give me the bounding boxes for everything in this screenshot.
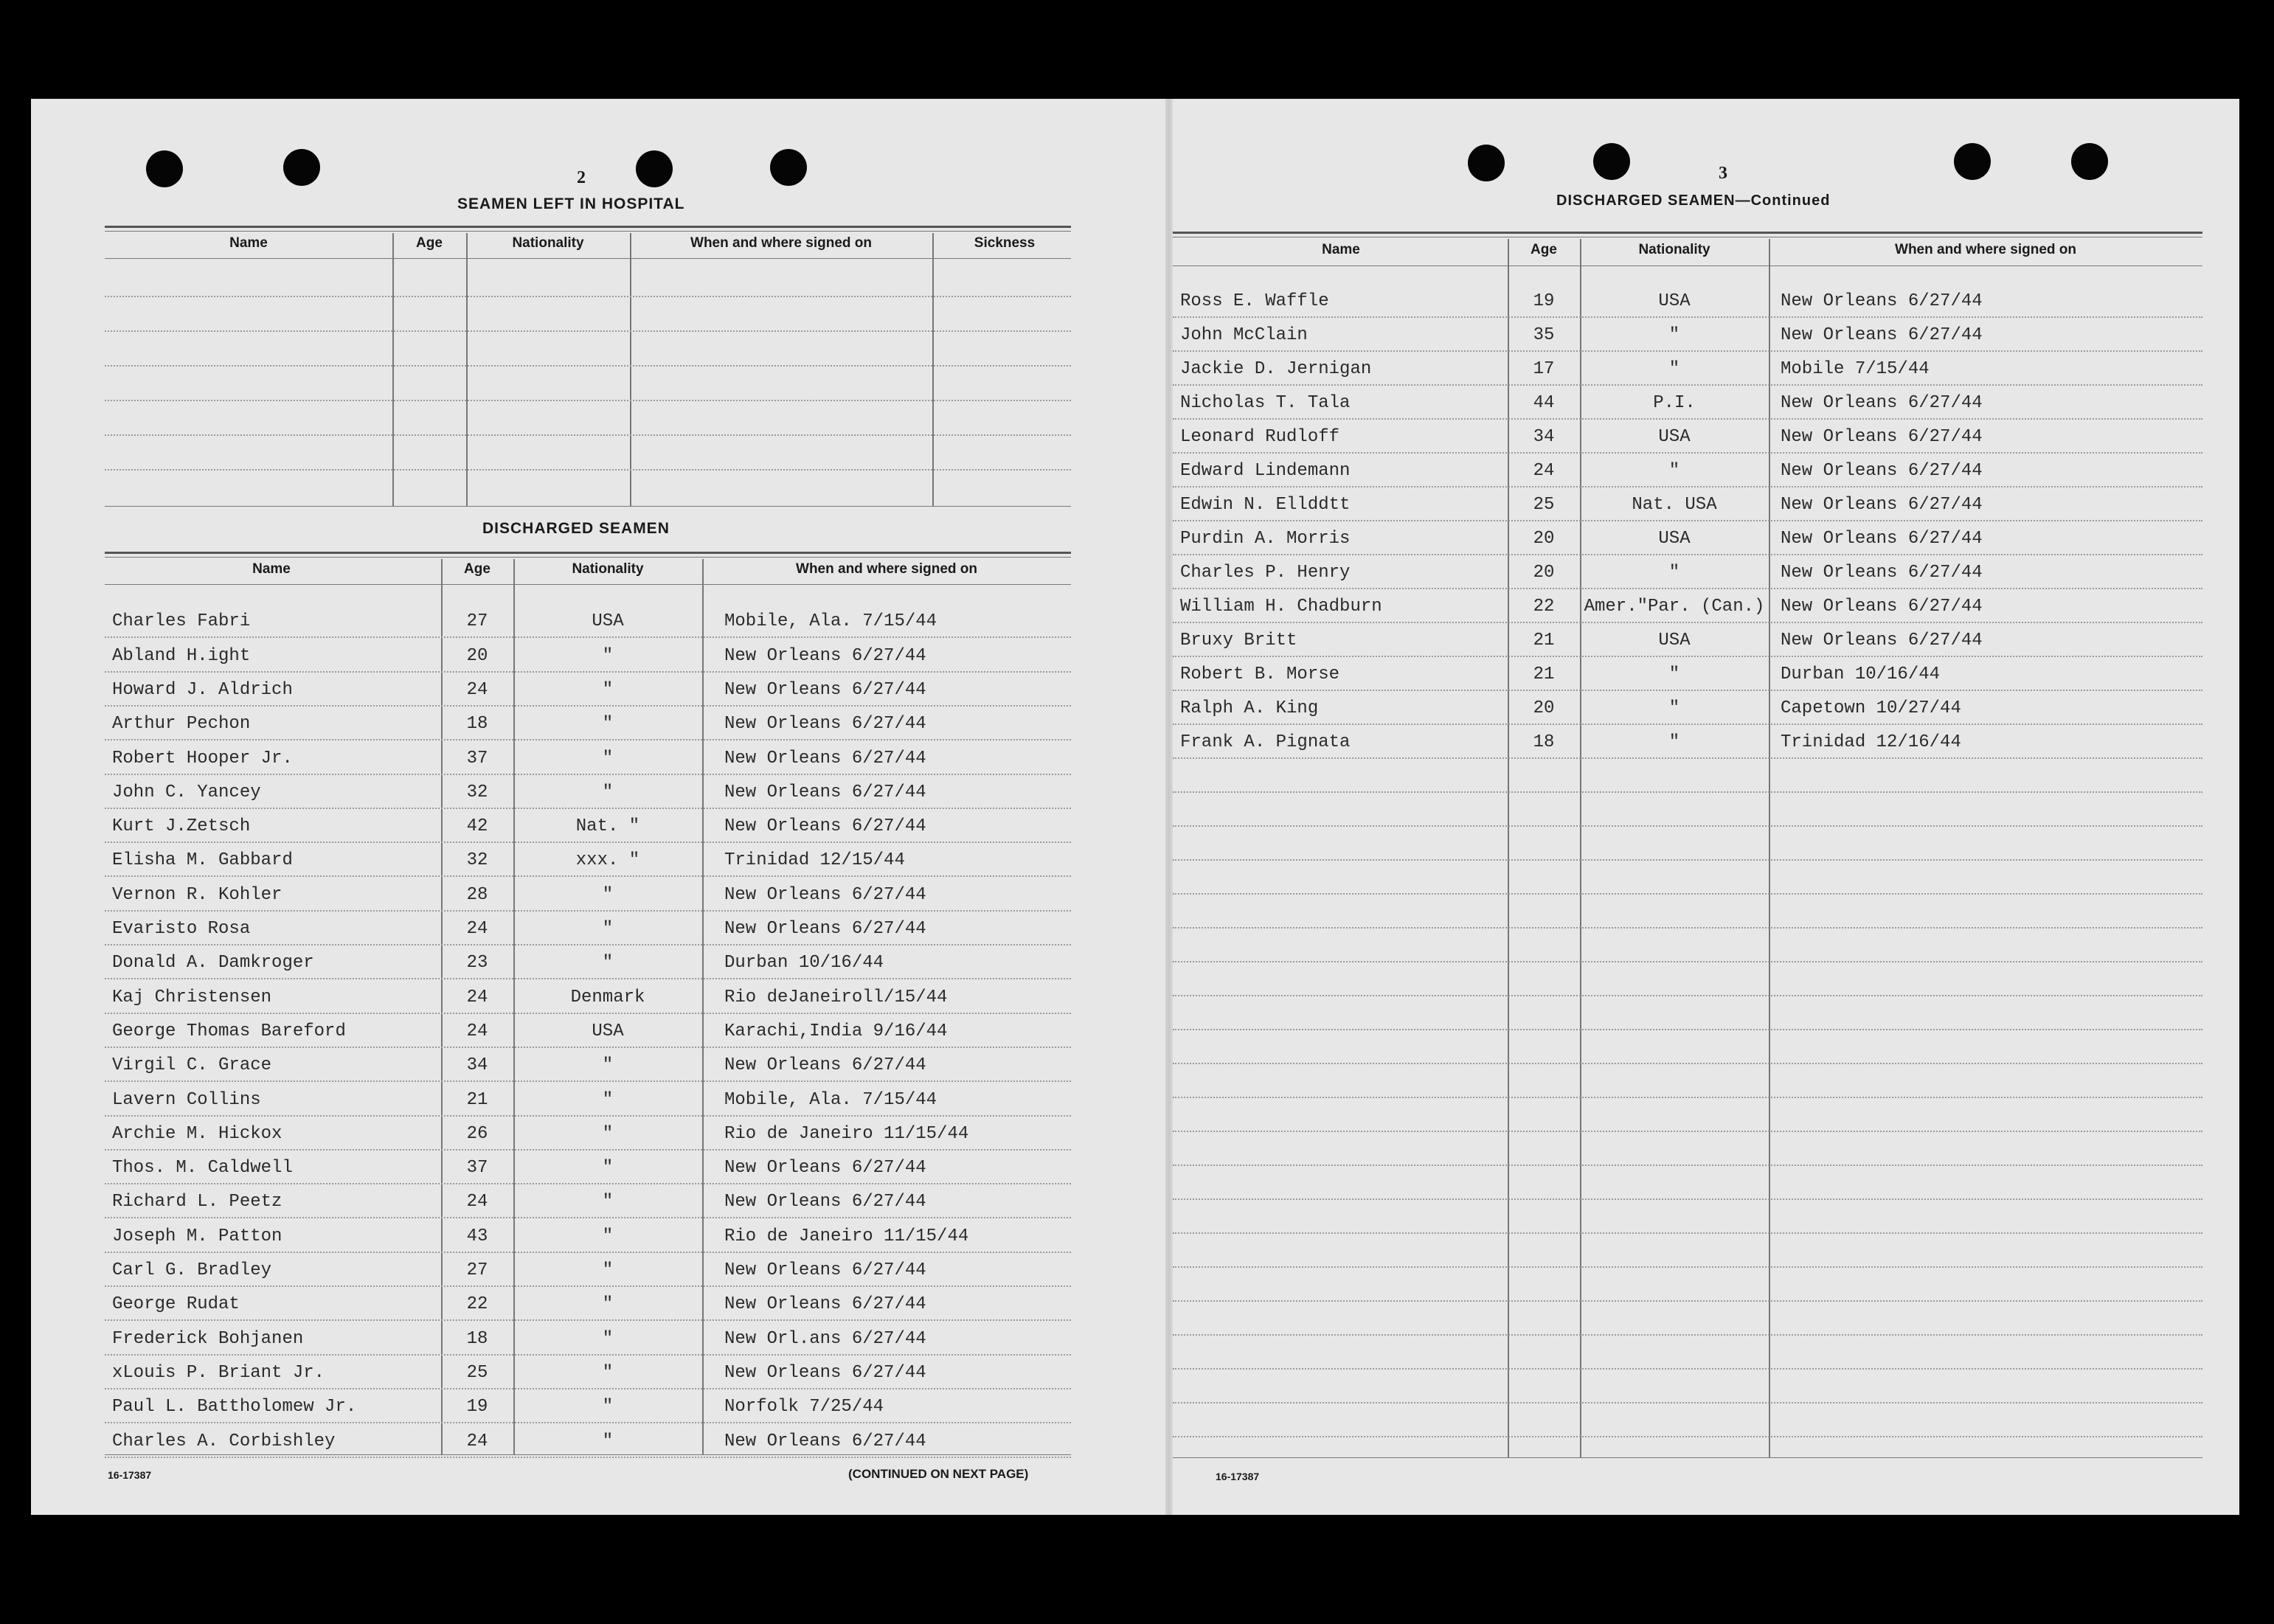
form-number: 16-17387	[1216, 1471, 1260, 1482]
cell-signed: New Orleans 6/27/44	[1781, 427, 1983, 447]
cell-age: 22	[1533, 597, 1555, 617]
row-rule	[1173, 1300, 2202, 1302]
cell-age: 24	[466, 1431, 488, 1451]
cell-signed: Rio deJaneiroll/15/44	[724, 987, 948, 1007]
row-rule	[105, 842, 1071, 843]
row-rule	[1173, 656, 2202, 657]
cell-signed: New Orleans 6/27/44	[724, 645, 926, 666]
cell-name: Richard L. Peetz	[112, 1192, 282, 1212]
cell-name: Charles A. Corbishley	[112, 1431, 336, 1451]
cell-signed: New Orleans 6/27/44	[724, 1192, 926, 1212]
cell-signed: New Orleans 6/27/44	[1781, 563, 1983, 583]
cell-age: 37	[466, 1158, 488, 1179]
cell-age: 18	[1533, 732, 1555, 752]
row-rule	[105, 705, 1071, 707]
cell-name: Nicholas T. Tala	[1180, 393, 1351, 413]
row-rule	[1173, 1232, 2202, 1234]
cell-nationality: Amer."Par. (Can.)	[1584, 597, 1765, 617]
row-rule	[105, 875, 1071, 877]
cell-age: 24	[1533, 461, 1555, 481]
row-rule	[1173, 384, 2202, 386]
column-header: Sickness	[974, 235, 1036, 251]
row-rule	[105, 1183, 1071, 1184]
cell-name: George Rudat	[112, 1294, 240, 1315]
manifest-sheet	[31, 99, 2239, 1515]
punch-hole	[636, 150, 673, 187]
cell-age: 26	[466, 1123, 488, 1144]
punch-hole	[146, 150, 183, 187]
cell-nationality: Nat. USA	[1632, 495, 1717, 515]
row-rule	[1173, 1266, 2202, 1268]
row-rule	[105, 1388, 1071, 1389]
cell-name: Joseph M. Patton	[112, 1226, 282, 1246]
row-rule	[1173, 927, 2202, 929]
cell-age: 23	[466, 953, 488, 974]
column-divider	[1508, 239, 1509, 1457]
cell-name: Robert Hooper Jr.	[112, 748, 293, 768]
cell-name: John C. Yancey	[112, 782, 261, 802]
cell-age: 27	[466, 1260, 488, 1280]
cell-signed: Trinidad 12/16/44	[1781, 732, 1961, 752]
column-header: Name	[252, 561, 291, 577]
row-rule	[105, 1217, 1071, 1218]
table-top-rule	[105, 552, 1071, 554]
row-rule	[1173, 859, 2202, 861]
column-divider	[932, 233, 934, 506]
row-rule	[1173, 723, 2202, 725]
row-rule	[1173, 350, 2202, 352]
cell-nationality: "	[602, 748, 614, 768]
cell-name: Lavern Collins	[112, 1089, 261, 1110]
cell-signed: New Orleans 6/27/44	[724, 748, 926, 768]
row-rule	[105, 1457, 1071, 1458]
punch-hole	[770, 149, 807, 186]
cell-name: George Thomas Bareford	[112, 1021, 346, 1041]
cell-nationality: Nat. "	[575, 816, 640, 837]
cell-name: Leonard Rudloff	[1180, 427, 1340, 447]
cell-name: William H. Chadburn	[1180, 597, 1382, 617]
cell-nationality: "	[602, 953, 614, 974]
cell-nationality: "	[1668, 732, 1680, 752]
row-rule	[1173, 961, 2202, 962]
row-rule	[1173, 1334, 2202, 1336]
cell-nationality: "	[602, 1362, 614, 1383]
column-header: Nationality	[1638, 242, 1710, 257]
cell-age: 25	[466, 1362, 488, 1383]
row-rule	[105, 1252, 1071, 1253]
cell-age: 24	[466, 1021, 488, 1041]
column-header: Nationality	[572, 561, 644, 577]
cell-name: xLouis P. Briant Jr.	[112, 1362, 325, 1383]
cell-name: Thos. M. Caldwell	[112, 1158, 293, 1179]
row-rule	[105, 469, 1071, 471]
cell-age: 24	[466, 1192, 488, 1212]
cell-name: Bruxy Britt	[1180, 631, 1297, 650]
hospital-title: SEAMEN LEFT IN HOSPITAL	[457, 195, 685, 212]
cell-nationality: "	[602, 919, 614, 939]
cell-nationality: xxx. "	[575, 850, 640, 871]
column-header: When and where signed on	[690, 235, 872, 251]
cell-nationality: USA	[592, 1021, 624, 1041]
cell-signed: New Orleans 6/27/44	[724, 782, 926, 802]
cell-name: Edwin N. Ellddtt	[1180, 495, 1351, 515]
page-number: 3	[1719, 164, 1727, 183]
cell-nationality: "	[1668, 325, 1680, 345]
cell-age: 43	[466, 1226, 488, 1246]
cell-signed: New Orleans 6/27/44	[1781, 461, 1983, 481]
column-divider	[392, 233, 394, 506]
row-rule	[1173, 486, 2202, 487]
row-rule	[105, 910, 1071, 912]
cell-age: 24	[466, 987, 488, 1007]
cell-signed: Rio de Janeiro 11/15/44	[724, 1123, 969, 1144]
cell-age: 27	[466, 611, 488, 632]
cell-age: 17	[1533, 359, 1555, 379]
cell-signed: Capetown 10/27/44	[1781, 698, 1961, 718]
cell-name: Edward Lindemann	[1180, 461, 1351, 481]
column-divider	[1769, 239, 1770, 1457]
row-rule	[105, 365, 1071, 367]
cell-age: 19	[1533, 291, 1555, 311]
row-rule	[1173, 316, 2202, 318]
row-rule	[1173, 1097, 2202, 1098]
cell-nationality: USA	[1658, 291, 1691, 311]
row-rule	[105, 1422, 1071, 1423]
cell-signed: New Orleans 6/27/44	[724, 1158, 926, 1179]
column-header: Age	[1531, 242, 1557, 257]
cell-name: Arthur Pechon	[112, 714, 251, 735]
cell-age: 24	[466, 919, 488, 939]
cell-nationality: USA	[592, 611, 624, 632]
cell-age: 19	[466, 1397, 488, 1417]
cell-signed: Karachi,India 9/16/44	[724, 1021, 948, 1041]
cell-signed: New Orl.ans 6/27/44	[724, 1328, 926, 1349]
row-rule	[1173, 1165, 2202, 1166]
cell-name: Paul L. Battholomew Jr.	[112, 1397, 357, 1417]
cell-signed: New Orleans 6/27/44	[1781, 393, 1983, 413]
cell-age: 20	[1533, 529, 1555, 549]
column-header: Name	[1322, 242, 1360, 257]
row-rule	[105, 1319, 1071, 1321]
row-rule	[105, 636, 1071, 638]
cell-name: Evaristo Rosa	[112, 919, 251, 939]
cell-signed: New Orleans 6/27/44	[1781, 631, 1983, 650]
row-rule	[105, 978, 1071, 979]
cell-name: John McClain	[1180, 325, 1308, 345]
cell-signed: New Orleans 6/27/44	[724, 919, 926, 939]
cell-nationality: USA	[1658, 427, 1691, 447]
cell-signed: Durban 10/16/44	[1781, 664, 1941, 684]
cell-signed: New Orleans 6/27/44	[724, 679, 926, 700]
row-rule	[1173, 452, 2202, 454]
row-rule	[105, 1080, 1071, 1082]
cell-name: Purdin A. Morris	[1180, 529, 1351, 549]
discharged-title: DISCHARGED SEAMEN	[482, 520, 670, 537]
cell-name: Donald A. Damkroger	[112, 953, 314, 974]
cell-name: Kaj Christensen	[112, 987, 272, 1007]
row-rule	[105, 1013, 1071, 1014]
cell-name: Carl G. Bradley	[112, 1260, 272, 1280]
cell-nationality: "	[602, 1431, 614, 1451]
cell-age: 21	[1533, 631, 1555, 650]
cell-name: Ralph A. King	[1180, 698, 1319, 718]
row-rule	[1173, 995, 2202, 996]
cell-nationality: "	[1668, 461, 1680, 481]
row-rule	[105, 1047, 1071, 1048]
cell-signed: New Orleans 6/27/44	[1781, 291, 1983, 311]
cell-nationality: "	[602, 782, 614, 802]
cell-nationality: "	[602, 1192, 614, 1212]
cell-nationality: "	[602, 679, 614, 700]
table-top-rule	[105, 557, 1071, 558]
page-fold	[1165, 99, 1173, 1515]
cell-signed: New Orleans 6/27/44	[1781, 325, 1983, 345]
row-rule	[1173, 1131, 2202, 1132]
cell-signed: Rio de Janeiro 11/15/44	[724, 1226, 969, 1246]
cell-nationality: "	[602, 1055, 614, 1076]
cell-signed: New Orleans 6/27/44	[724, 1260, 926, 1280]
cell-age: 34	[466, 1055, 488, 1076]
cell-nationality: "	[602, 1294, 614, 1315]
row-rule	[105, 739, 1071, 740]
column-divider	[466, 233, 468, 506]
punch-hole	[1954, 143, 1991, 180]
row-rule	[1173, 1063, 2202, 1064]
cell-signed: New Orleans 6/27/44	[1781, 495, 1983, 515]
row-rule	[1173, 825, 2202, 827]
cell-name: Frank A. Pignata	[1180, 732, 1351, 752]
punch-hole	[283, 149, 320, 186]
cell-signed: New Orleans 6/27/44	[724, 816, 926, 837]
cell-signed: New Orleans 6/27/44	[1781, 597, 1983, 617]
cell-nationality: "	[1668, 563, 1680, 583]
cell-age: 20	[1533, 698, 1555, 718]
cell-age: 18	[466, 714, 488, 735]
cell-age: 42	[466, 816, 488, 837]
row-rule	[1173, 893, 2202, 895]
cell-signed: Trinidad 12/15/44	[724, 850, 905, 871]
cell-nationality: "	[602, 884, 614, 905]
row-rule	[105, 944, 1071, 945]
cell-name: Charles Fabri	[112, 611, 251, 632]
table-top-rule	[105, 231, 1071, 232]
cell-name: Jackie D. Jernigan	[1180, 359, 1372, 379]
cell-nationality: "	[602, 645, 614, 666]
punch-hole	[1593, 143, 1630, 180]
row-rule	[105, 330, 1071, 332]
continued-note: (CONTINUED ON NEXT PAGE)	[848, 1467, 1029, 1481]
row-rule	[105, 671, 1071, 673]
cell-age: 20	[466, 645, 488, 666]
cell-nationality: "	[602, 1328, 614, 1349]
cell-age: 24	[466, 679, 488, 700]
cell-name: Ross E. Waffle	[1180, 291, 1329, 311]
cell-name: Virgil C. Grace	[112, 1055, 272, 1076]
cell-age: 21	[466, 1089, 488, 1110]
row-rule	[1173, 690, 2202, 691]
cell-age: 34	[1533, 427, 1555, 447]
cell-nationality: "	[602, 1226, 614, 1246]
cell-signed: New Orleans 6/27/44	[724, 1362, 926, 1383]
cell-nationality: "	[602, 1397, 614, 1417]
row-rule	[105, 1285, 1071, 1287]
cell-signed: Norfolk 7/25/44	[724, 1397, 884, 1417]
cell-nationality: "	[1668, 359, 1680, 379]
row-rule	[1173, 1198, 2202, 1200]
cell-nationality: "	[1668, 698, 1680, 718]
table-bottom-rule	[105, 506, 1071, 507]
cell-name: Frederick Bohjanen	[112, 1328, 304, 1349]
column-divider	[1580, 239, 1581, 1457]
cell-age: 37	[466, 748, 488, 768]
cell-signed: Mobile, Ala. 7/15/44	[724, 611, 937, 632]
cell-nationality: USA	[1658, 631, 1691, 650]
cell-signed: New Orleans 6/27/44	[724, 1055, 926, 1076]
cell-signed: Durban 10/16/44	[724, 953, 884, 974]
discharged-continued-title: DISCHARGED SEAMEN—Continued	[1556, 192, 1831, 209]
column-header: When and where signed on	[1895, 242, 2076, 257]
row-rule	[1173, 1368, 2202, 1370]
cell-age: 32	[466, 782, 488, 802]
cell-nationality: "	[602, 1123, 614, 1144]
cell-name: Elisha M. Gabbard	[112, 850, 293, 871]
cell-nationality: P.I.	[1653, 393, 1696, 413]
column-header: Nationality	[512, 235, 584, 251]
cell-nationality: "	[602, 714, 614, 735]
row-rule	[105, 434, 1071, 436]
column-header: When and where signed on	[796, 561, 977, 577]
cell-name: Vernon R. Kohler	[112, 884, 282, 905]
row-rule	[105, 774, 1071, 775]
cell-name: Howard J. Aldrich	[112, 679, 293, 700]
cell-age: 20	[1533, 563, 1555, 583]
row-rule	[105, 1115, 1071, 1117]
cell-age: 25	[1533, 495, 1555, 515]
cell-age: 32	[466, 850, 488, 871]
row-rule	[1173, 418, 2202, 420]
row-rule	[105, 296, 1071, 297]
table-top-rule	[105, 226, 1071, 228]
page-number: 2	[577, 168, 586, 187]
left-page	[31, 99, 1165, 1515]
cell-name: Archie M. Hickox	[112, 1123, 282, 1144]
cell-name: Abland H.ight	[112, 645, 251, 666]
row-rule	[1173, 757, 2202, 759]
table-top-rule	[1173, 232, 2202, 234]
right-page	[1173, 99, 2239, 1515]
cell-age: 28	[466, 884, 488, 905]
cell-age: 35	[1533, 325, 1555, 345]
cell-nationality: "	[1668, 664, 1680, 684]
punch-hole	[2071, 143, 2108, 180]
row-rule	[1173, 1436, 2202, 1437]
cell-name: Robert B. Morse	[1180, 664, 1340, 684]
row-rule	[1173, 1029, 2202, 1030]
cell-signed: New Orleans 6/27/44	[724, 1431, 926, 1451]
cell-nationality: "	[602, 1260, 614, 1280]
cell-nationality: USA	[1658, 529, 1691, 549]
cell-nationality: "	[602, 1089, 614, 1110]
row-rule	[1173, 1402, 2202, 1403]
cell-name: Charles P. Henry	[1180, 563, 1351, 583]
cell-signed: Mobile, Ala. 7/15/44	[724, 1089, 937, 1110]
header-bottom-rule	[105, 584, 1071, 585]
header-bottom-rule	[105, 258, 1071, 259]
cell-age: 18	[466, 1328, 488, 1349]
table-bottom-rule	[1173, 1457, 2202, 1458]
column-header: Name	[229, 235, 268, 251]
cell-signed: Mobile 7/15/44	[1781, 359, 1930, 379]
cell-signed: New Orleans 6/27/44	[724, 884, 926, 905]
row-rule	[1173, 622, 2202, 623]
cell-nationality: Denmark	[570, 987, 645, 1007]
row-rule	[1173, 588, 2202, 589]
row-rule	[105, 400, 1071, 401]
cell-signed: New Orleans 6/27/44	[724, 714, 926, 735]
punch-hole	[1468, 145, 1505, 181]
table-bottom-rule	[105, 1454, 1071, 1455]
column-header: Age	[464, 561, 490, 577]
cell-name: Kurt J.Zetsch	[112, 816, 251, 837]
row-rule	[1173, 791, 2202, 793]
row-rule	[105, 1149, 1071, 1151]
cell-signed: New Orleans 6/27/44	[1781, 529, 1983, 549]
cell-signed: New Orleans 6/27/44	[724, 1294, 926, 1315]
cell-age: 21	[1533, 664, 1555, 684]
cell-age: 22	[466, 1294, 488, 1315]
cell-nationality: "	[602, 1158, 614, 1179]
column-divider	[630, 233, 631, 506]
row-rule	[105, 808, 1071, 809]
row-rule	[105, 1354, 1071, 1356]
column-header: Age	[416, 235, 443, 251]
row-rule	[1173, 520, 2202, 521]
cell-age: 44	[1533, 393, 1555, 413]
form-number: 16-17387	[108, 1469, 152, 1481]
row-rule	[1173, 554, 2202, 555]
